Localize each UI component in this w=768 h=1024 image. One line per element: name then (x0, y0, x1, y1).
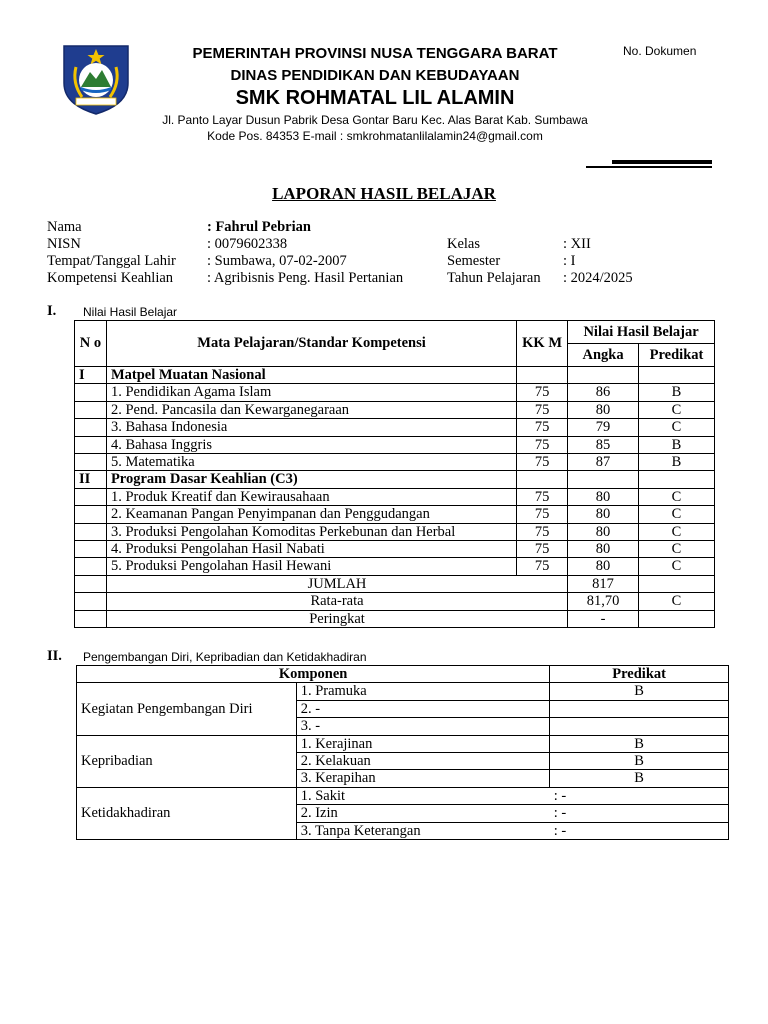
table-row (75, 436, 715, 453)
table-row (75, 419, 715, 436)
label-kompetensi: Kompetensi Keahlian (47, 270, 174, 286)
label-kelas: Kelas (447, 236, 481, 252)
grade-value: C (639, 558, 715, 575)
grade-value: B (639, 384, 715, 401)
average-row (75, 593, 715, 610)
grade-value: C (639, 523, 715, 540)
table-row (75, 401, 715, 418)
value-ttl: : Sumbawa, 07-02-2007 (207, 253, 347, 269)
group-name: Matpel Muatan Nasional (106, 367, 516, 384)
subject-name: 1. Pendidikan Agama Islam (106, 384, 516, 401)
kkm-value: 75 (517, 558, 568, 575)
attendance-value: : - (553, 805, 567, 822)
subject-name: 2. Pend. Pancasila dan Kewarganegaraan (106, 401, 516, 418)
grade-value: B (639, 436, 715, 453)
header-komponen: Komponen (77, 666, 550, 683)
header-no: N o (75, 321, 107, 367)
kkm-value: 75 (517, 419, 568, 436)
page-title: LAPORAN HASIL BELAJAR (272, 184, 496, 203)
subject-name: 4. Bahasa Inggris (106, 436, 516, 453)
header-divider-thick (612, 160, 712, 164)
header-kkm: KK M (517, 321, 568, 367)
grade-value: C (639, 401, 715, 418)
kkm-value: 75 (517, 436, 568, 453)
score-value: 87 (568, 454, 639, 471)
school-contact: Kode Pos. 84353 E-mail : smkrohmatanlilalamin24@gmail.com (207, 129, 543, 143)
value-nama: : Fahrul Pebrian (207, 219, 311, 235)
kepribadian-item: 1. Kerajinan (296, 735, 550, 752)
rank-value: - (568, 610, 639, 627)
table-row (75, 488, 715, 505)
value-kelas: : XII (563, 236, 591, 252)
kkm-value: 75 (517, 401, 568, 418)
grade-value: C (639, 488, 715, 505)
group-row (75, 471, 715, 488)
value-semester: : I (563, 253, 576, 269)
score-value: 80 (568, 541, 639, 558)
subject-name: 4. Produksi Pengolahan Hasil Nabati (106, 541, 516, 558)
kegiatan-item: 1. Pramuka (296, 683, 550, 700)
kkm-value: 75 (517, 541, 568, 558)
label-nisn: NISN (47, 236, 81, 252)
section-1-label: Nilai Hasil Belajar (83, 305, 178, 319)
value-kompetensi: : Agribisnis Peng. Hasil Pertanian (207, 270, 404, 286)
average-value: 81,70 (568, 593, 639, 610)
subject-name: 3. Bahasa Indonesia (106, 419, 516, 436)
grade-value: C (639, 419, 715, 436)
score-value: 80 (568, 401, 639, 418)
label-tahun: Tahun Pelajaran (447, 270, 541, 286)
table-row (75, 523, 715, 540)
header-department: DINAS PENDIDIKAN DAN KEBUDAYAAN (230, 67, 520, 84)
kegiatan-label: Kegiatan Pengembangan Diri (77, 683, 297, 735)
header-predikat: Predikat (639, 344, 715, 367)
attendance-value: : - (553, 787, 567, 804)
kegiatan-grade: B (550, 683, 729, 700)
table-row (75, 384, 715, 401)
group-number: II (75, 471, 107, 488)
table-row (77, 735, 729, 752)
kkm-value: 75 (517, 506, 568, 523)
kkm-value: 75 (517, 454, 568, 471)
subject-name: 5. Matematika (106, 454, 516, 471)
group-number: I (75, 367, 107, 384)
total-value: 817 (568, 575, 639, 592)
total-row (75, 575, 715, 592)
table-row (77, 787, 729, 804)
kepribadian-label: Kepribadian (77, 735, 297, 787)
section-1-number: I. (47, 303, 57, 319)
value-nisn: : 0079602338 (207, 236, 288, 252)
score-value: 80 (568, 488, 639, 505)
grade-value: B (639, 454, 715, 471)
rank-row (75, 610, 715, 627)
provincial-logo (60, 43, 132, 115)
attendance-cell (296, 805, 728, 822)
subject-name: 1. Produk Kreatif dan Kewirausahaan (106, 488, 516, 505)
score-value: 79 (568, 419, 639, 436)
kepribadian-grade: B (550, 753, 729, 770)
attendance-item: 2. Izin (300, 805, 338, 822)
kkm-value: 75 (517, 384, 568, 401)
attendance-item: 3. Tanpa Keterangan (300, 822, 421, 839)
label-ttl: Tempat/Tanggal Lahir (47, 253, 176, 269)
subject-name: 5. Produksi Pengolahan Hasil Hewani (106, 558, 516, 575)
grade-value: C (639, 541, 715, 558)
score-value: 80 (568, 523, 639, 540)
attendance-cell (296, 787, 728, 804)
section-2-label: Pengembangan Diri, Kepribadian dan Ketidakhadiran (83, 650, 367, 664)
subject-name: 2. Keamanan Pangan Penyimpanan dan Penggudangan (106, 506, 516, 523)
kegiatan-item: 3. - (296, 718, 550, 735)
section-2-number: II. (47, 648, 62, 664)
average-grade: C (639, 593, 715, 610)
school-name: SMK ROHMATAL LIL ALAMIN (235, 87, 515, 109)
subject-name: 3. Produksi Pengolahan Komoditas Perkebunan dan Herbal (106, 523, 516, 540)
kkm-value: 75 (517, 523, 568, 540)
kepribadian-grade: B (550, 735, 729, 752)
kkm-value: 75 (517, 488, 568, 505)
header-divider-thin (586, 166, 712, 168)
kegiatan-item: 2. - (296, 700, 550, 717)
ketidakhadiran-label: Ketidakhadiran (77, 787, 297, 839)
school-address: Jl. Panto Layar Dusun Pabrik Desa Gontar Baru Kec. Alas Barat Kab. Sumbawa (162, 113, 588, 127)
header-predikat-2: Predikat (550, 666, 729, 683)
table-row (75, 454, 715, 471)
kepribadian-item: 3. Kerapihan (296, 770, 550, 787)
attendance-cell (296, 822, 728, 839)
label-nama: Nama (47, 219, 82, 235)
value-tahun: : 2024/2025 (563, 270, 633, 286)
table-row (75, 558, 715, 575)
kegiatan-grade (550, 718, 729, 735)
table-row (75, 541, 715, 558)
label-semester: Semester (447, 253, 501, 269)
rank-label: Peringkat (106, 610, 567, 627)
score-value: 85 (568, 436, 639, 453)
development-table (76, 665, 729, 840)
header-angka: Angka (568, 344, 639, 367)
document-number-label: No. Dokumen (623, 44, 697, 58)
score-value: 80 (568, 558, 639, 575)
table-row (77, 683, 729, 700)
header-government: PEMERINTAH PROVINSI NUSA TENGGARA BARAT (192, 45, 558, 62)
group-name: Program Dasar Keahlian (C3) (106, 471, 516, 488)
kepribadian-grade: B (550, 770, 729, 787)
grades-table (74, 320, 715, 628)
score-value: 86 (568, 384, 639, 401)
header-nilai: Nilai Hasil Belajar (568, 321, 715, 344)
score-value: 80 (568, 506, 639, 523)
kepribadian-item: 2. Kelakuan (296, 753, 550, 770)
attendance-value: : - (553, 822, 567, 839)
grade-value: C (639, 506, 715, 523)
attendance-item: 1. Sakit (300, 787, 346, 804)
group-row (75, 367, 715, 384)
header-mapel: Mata Pelajaran/Standar Kompetensi (106, 321, 516, 367)
kegiatan-grade (550, 700, 729, 717)
average-label: Rata-rata (106, 593, 567, 610)
total-label: JUMLAH (106, 575, 567, 592)
table-row (75, 506, 715, 523)
